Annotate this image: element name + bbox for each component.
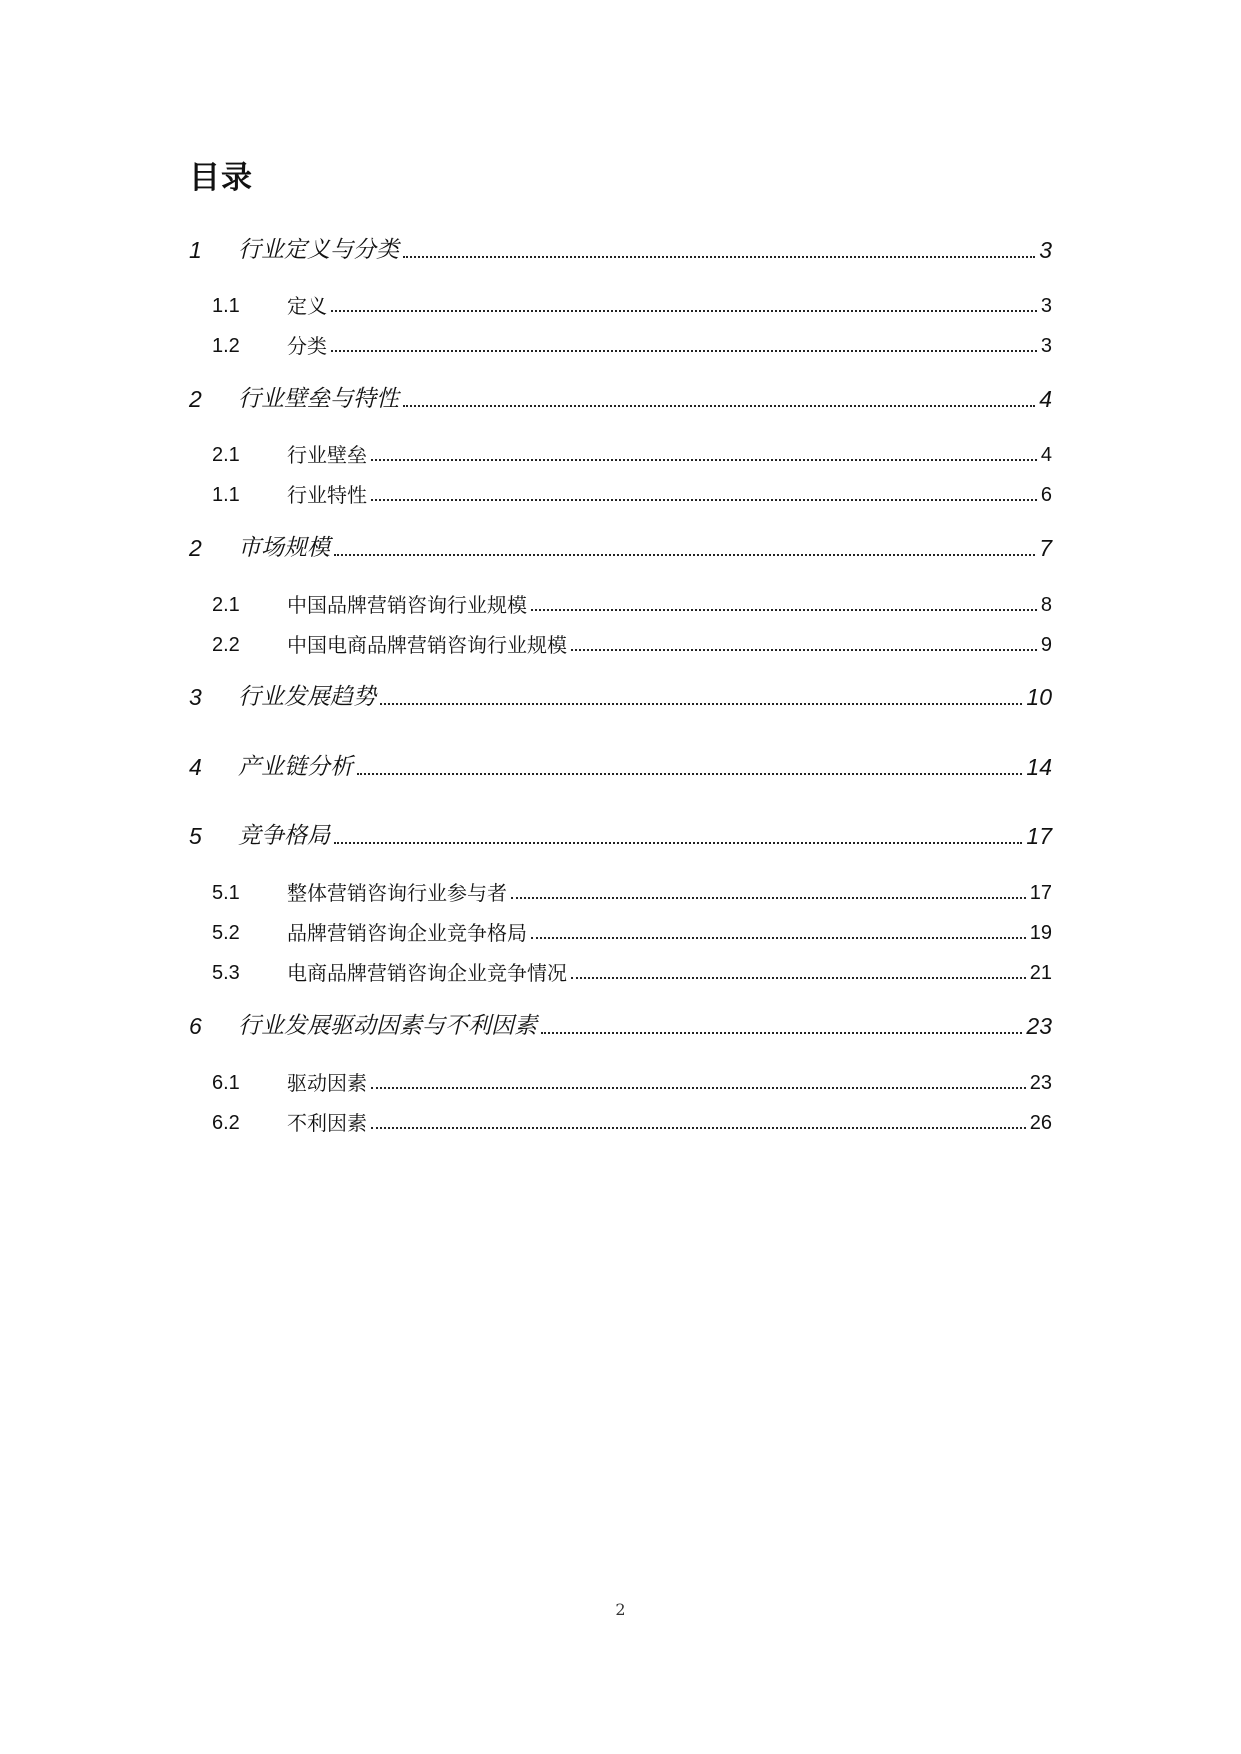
toc-entry-page-number[interactable]: 3 (1039, 237, 1052, 263)
toc-dot-leader (531, 609, 1037, 611)
toc-entry-number: 6.1 (212, 1072, 240, 1094)
toc-entry-label[interactable]: 行业发展驱动因素与不利因素 (238, 1013, 537, 1039)
toc-entry-label[interactable]: 不利因素 (287, 1111, 367, 1135)
toc-dot-leader (334, 554, 1035, 556)
toc-entry-page-number[interactable]: 9 (1040, 634, 1052, 656)
toc-entry-number: 6 (189, 1013, 202, 1039)
toc-entry-page-number[interactable]: 10 (1026, 684, 1052, 710)
toc-entry-label[interactable]: 驱动因素 (287, 1071, 367, 1095)
toc-dot-leader (380, 703, 1022, 705)
toc-dot-leader (371, 1127, 1026, 1129)
toc-entry-label[interactable]: 行业壁垒与特性 (238, 386, 399, 412)
toc-entry-section[interactable] (0, 330, 1241, 362)
toc-entry-section[interactable] (0, 957, 1241, 989)
toc-entry-chapter[interactable] (0, 385, 1241, 417)
toc-entry-chapter[interactable] (0, 1012, 1241, 1044)
toc-entry-label[interactable]: 行业定义与分类 (238, 237, 399, 263)
toc-entry-chapter[interactable] (0, 822, 1241, 854)
toc-dot-leader (371, 499, 1037, 501)
toc-entry-label[interactable]: 市场规模 (238, 535, 330, 561)
toc-entry-number: 1 (189, 237, 202, 263)
toc-entry-label[interactable]: 产业链分析 (238, 754, 353, 780)
toc-entry-label[interactable]: 定义 (287, 294, 327, 318)
toc-entry-label[interactable]: 整体营销咨询行业参与者 (287, 881, 507, 905)
toc-entry-section[interactable] (0, 1107, 1241, 1139)
toc-entry-label[interactable]: 中国品牌营销咨询行业规模 (287, 593, 527, 617)
toc-entry-page-number[interactable]: 4 (1040, 444, 1052, 466)
toc-entry-number: 2.2 (212, 634, 240, 656)
toc-entry-section[interactable] (0, 290, 1241, 322)
toc-entry-label[interactable]: 中国电商品牌营销咨询行业规模 (287, 633, 567, 657)
toc-entry-page-number[interactable]: 17 (1029, 882, 1052, 904)
toc-entry-chapter[interactable] (0, 683, 1241, 715)
toc-entry-number: 5.3 (212, 962, 240, 984)
toc-entry-number: 6.2 (212, 1112, 240, 1134)
toc-dot-leader (403, 256, 1035, 258)
toc-entry-chapter[interactable] (0, 236, 1241, 268)
toc-dot-leader (531, 937, 1026, 939)
toc-dot-leader (331, 310, 1037, 312)
toc-entry-number: 1.1 (212, 484, 240, 506)
toc-entry-label[interactable]: 行业发展趋势 (238, 684, 376, 710)
toc-entry-number: 5.1 (212, 882, 240, 904)
toc-entry-section[interactable] (0, 877, 1241, 909)
toc-dot-leader (403, 405, 1035, 407)
toc-entry-page-number[interactable]: 4 (1039, 386, 1052, 412)
toc-entry-page-number[interactable]: 8 (1040, 594, 1052, 616)
toc-entry-label[interactable]: 行业壁垒 (287, 443, 367, 467)
toc-entry-section[interactable] (0, 1067, 1241, 1099)
toc-entry-section[interactable] (0, 917, 1241, 949)
toc-entry-number: 1.2 (212, 335, 240, 357)
toc-entry-number: 1.1 (212, 295, 240, 317)
toc-entry-number: 2 (189, 535, 202, 561)
toc-entry-section[interactable] (0, 629, 1241, 661)
toc-entry-number: 2.1 (212, 444, 240, 466)
toc-entry-section[interactable] (0, 439, 1241, 471)
toc-dot-leader (511, 897, 1026, 899)
toc-entry-section[interactable] (0, 589, 1241, 621)
toc-entry-number: 2 (189, 386, 202, 412)
toc-dot-leader (334, 842, 1022, 844)
toc-entry-page-number[interactable]: 17 (1026, 823, 1052, 849)
toc-entry-section[interactable] (0, 479, 1241, 511)
toc-entry-label[interactable]: 电商品牌营销咨询企业竞争情况 (287, 961, 567, 985)
toc-entry-page-number[interactable]: 21 (1029, 962, 1052, 984)
toc-dot-leader (371, 459, 1037, 461)
toc-entry-number: 5 (189, 823, 202, 849)
toc-entry-page-number[interactable]: 7 (1039, 535, 1052, 561)
toc-entry-number: 3 (189, 684, 202, 710)
toc-dot-leader (571, 649, 1037, 651)
toc-title: 目录 (189, 160, 253, 196)
toc-dot-leader (541, 1032, 1022, 1034)
toc-entry-page-number[interactable]: 3 (1040, 295, 1052, 317)
toc-entry-page-number[interactable]: 3 (1040, 335, 1052, 357)
toc-entry-number: 4 (189, 754, 202, 780)
toc-entry-number: 2.1 (212, 594, 240, 616)
toc-entry-page-number[interactable]: 23 (1029, 1072, 1052, 1094)
toc-dot-leader (331, 350, 1037, 352)
toc-entry-page-number[interactable]: 26 (1029, 1112, 1052, 1134)
page-number: 2 (615, 1600, 626, 1619)
toc-entry-label[interactable]: 竞争格局 (238, 823, 330, 849)
toc-entry-chapter[interactable] (0, 534, 1241, 566)
toc-entry-page-number[interactable]: 23 (1026, 1013, 1052, 1039)
toc-entry-number: 5.2 (212, 922, 240, 944)
toc-entry-label[interactable]: 行业特性 (287, 483, 367, 507)
toc-dot-leader (371, 1087, 1026, 1089)
toc-entry-page-number[interactable]: 6 (1040, 484, 1052, 506)
toc-entry-page-number[interactable]: 14 (1026, 754, 1052, 780)
toc-dot-leader (357, 773, 1022, 775)
toc-entry-label[interactable]: 分类 (287, 334, 327, 358)
toc-entry-page-number[interactable]: 19 (1029, 922, 1052, 944)
toc-entry-label[interactable]: 品牌营销咨询企业竞争格局 (287, 921, 527, 945)
toc-entry-chapter[interactable] (0, 753, 1241, 785)
toc-dot-leader (571, 977, 1026, 979)
